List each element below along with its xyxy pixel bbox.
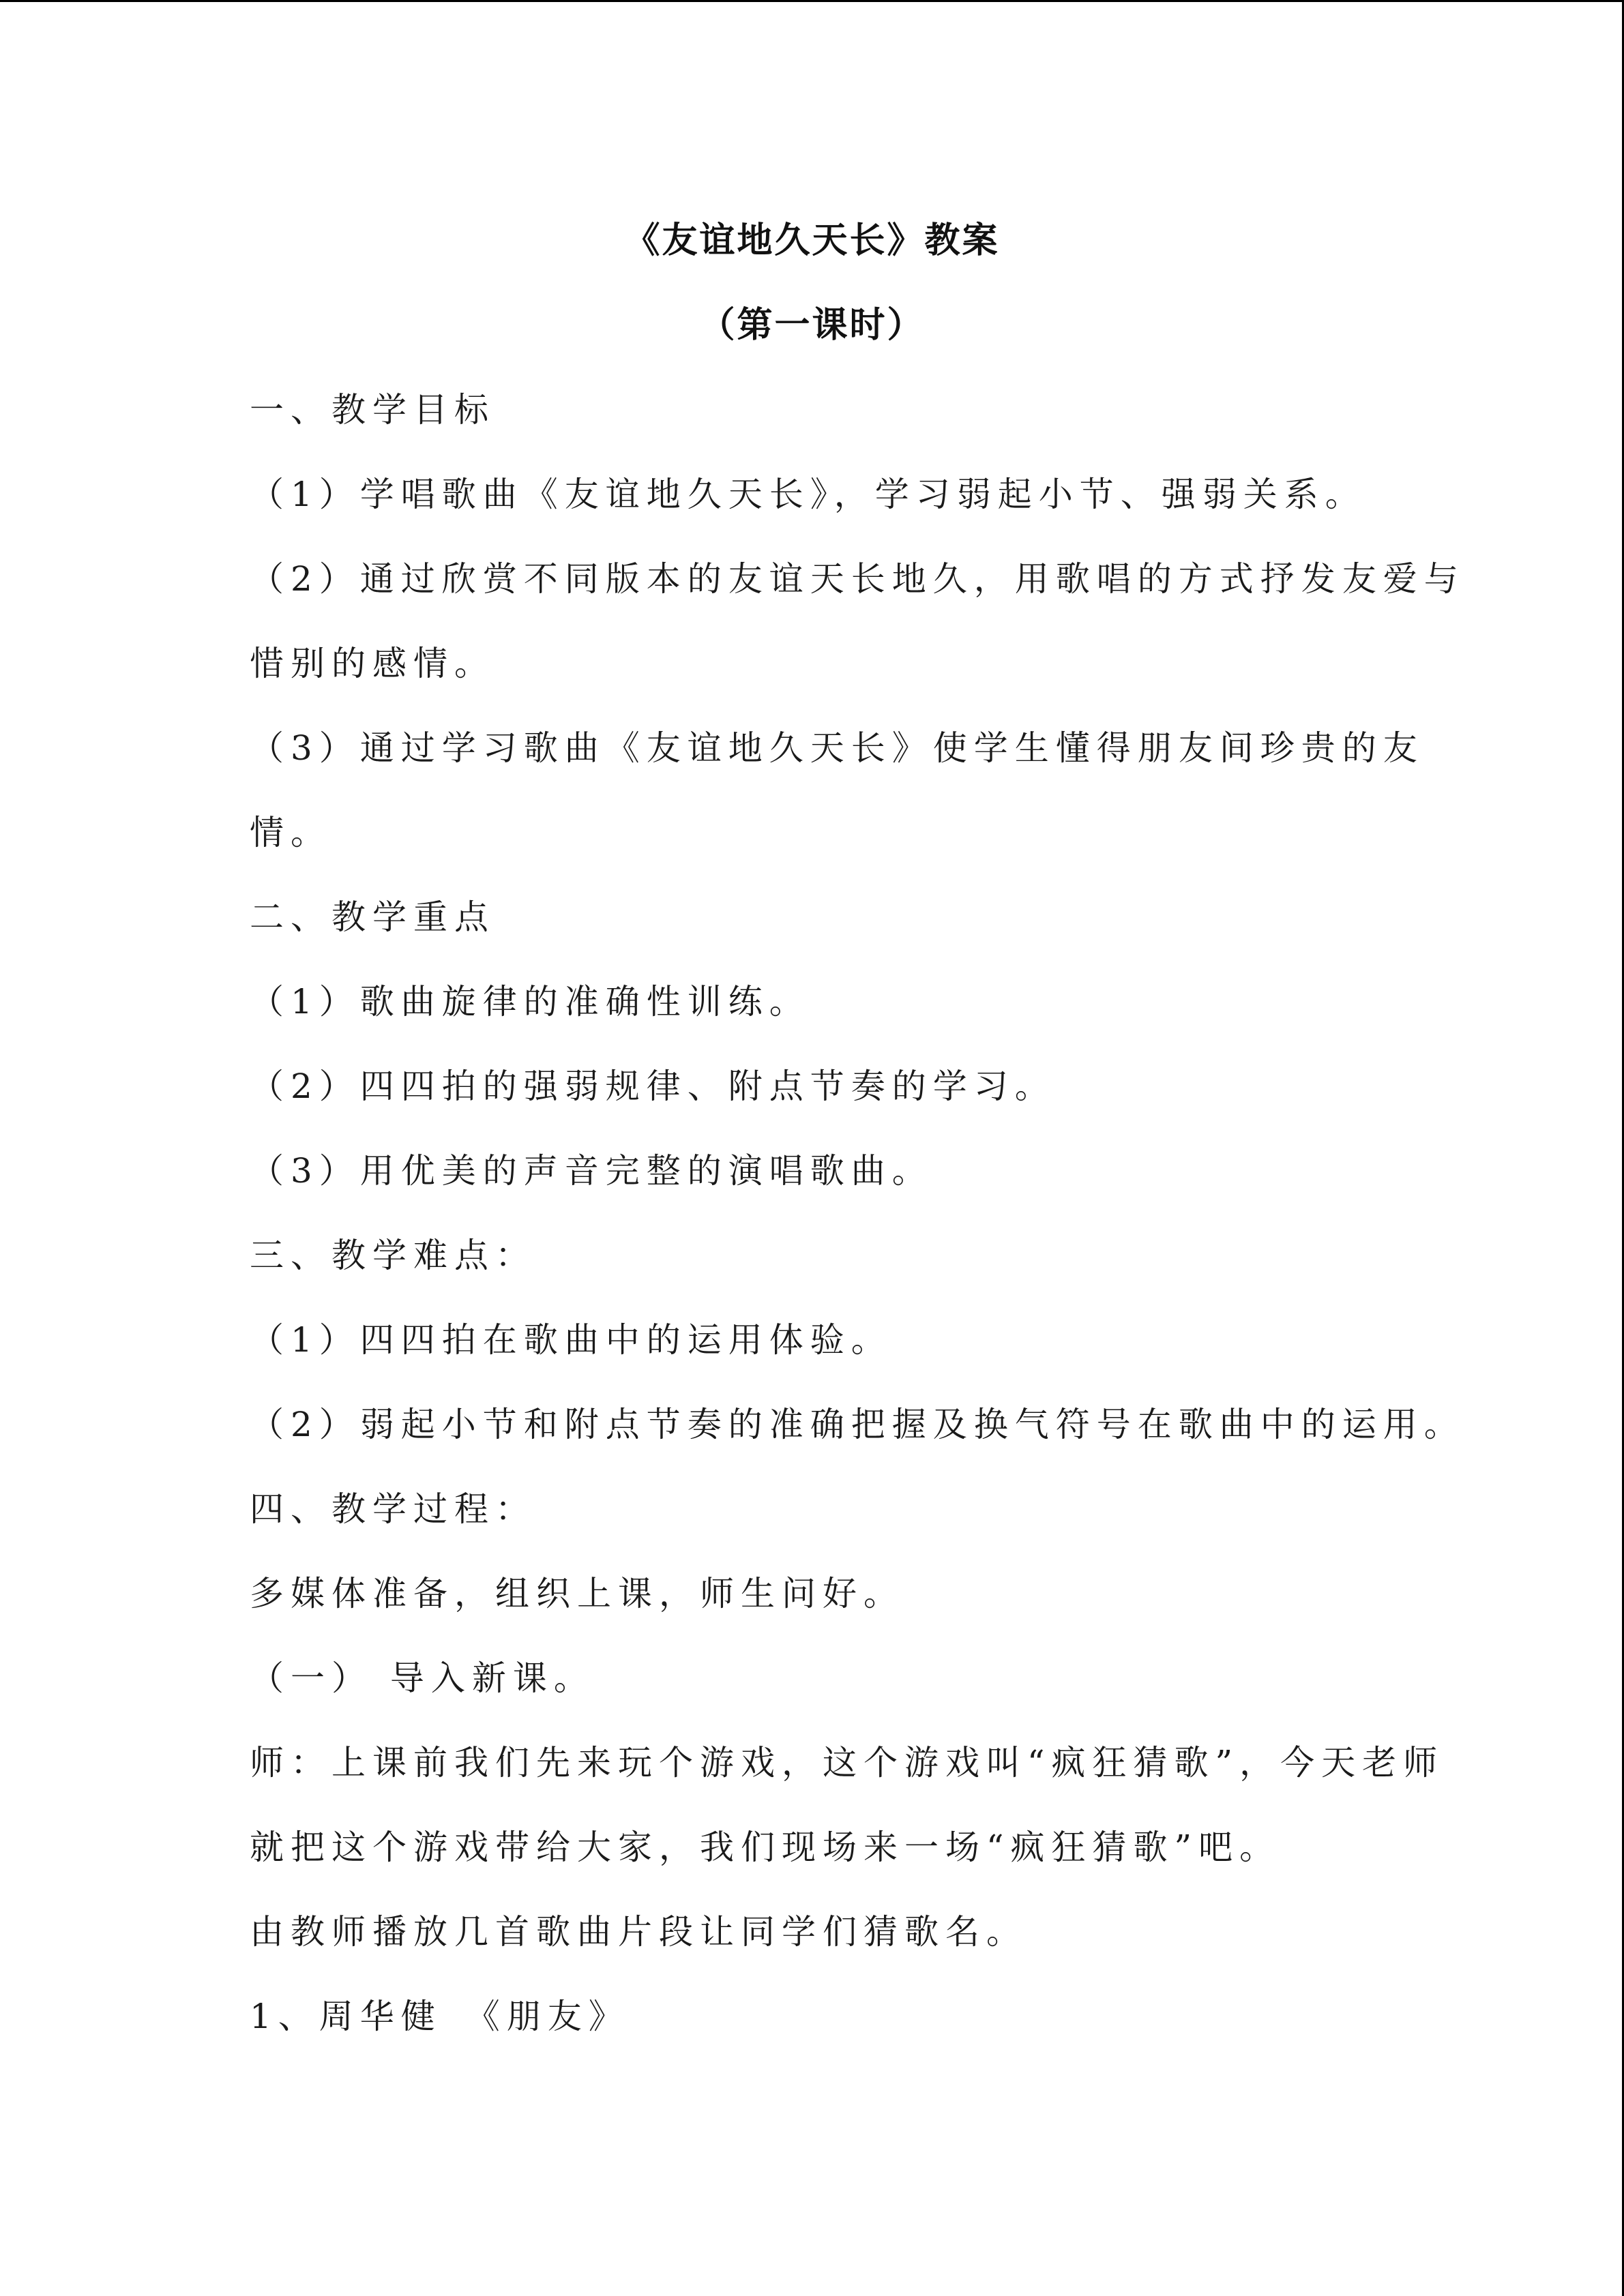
difficulty-2: （2）弱起小节和附点节奏的准确把握及换气符号在歌曲中的运用。: [250, 1405, 1465, 1444]
objective-3-continued: 情。: [250, 813, 331, 852]
section-heading-objectives: 一、教学目标: [250, 390, 495, 430]
objective-2-continued: 惜别的感情。: [250, 644, 495, 683]
activity-description: 由教师播放几首歌曲片段让同学们猜歌名。: [250, 1912, 1027, 1952]
key-point-1: （1）歌曲旋律的准确性训练。: [250, 982, 810, 1022]
document-subtitle: （第一课时）: [699, 305, 925, 346]
song-list-item: 1、周华健 《朋友》: [250, 1997, 630, 2036]
objective-1: （1）学唱歌曲《友谊地久天长》，学习弱起小节、强弱关系。: [250, 475, 1366, 514]
process-step-introduction: （一） 导入新课。: [250, 1658, 595, 1698]
difficulty-1: （1）四四拍在歌曲中的运用体验。: [250, 1320, 892, 1360]
key-point-2: （2）四四拍的强弱规律、附点节奏的学习。: [250, 1067, 1056, 1106]
teacher-dialogue: 师：上课前我们先来玩个游戏，这个游戏叫“疯狂猜歌”，今天老师: [250, 1743, 1445, 1783]
document-title: 《友谊地久天长》教案: [624, 220, 1000, 261]
section-heading-difficulties: 三、教学难点：: [250, 1236, 536, 1275]
objective-2: （2）通过欣赏不同版本的友谊天长地久，用歌唱的方式抒发友爱与: [250, 559, 1465, 599]
process-preparation: 多媒体准备，组织上课，师生问好。: [250, 1574, 904, 1613]
section-heading-process: 四、教学过程：: [250, 1489, 536, 1529]
key-point-3: （3）用优美的声音完整的演唱歌曲。: [250, 1151, 933, 1191]
teacher-dialogue-continued: 就把这个游戏带给大家，我们现场来一场“疯狂猜歌”吧。: [250, 1828, 1281, 1867]
section-heading-key-points: 二、教学重点: [250, 897, 495, 937]
objective-3: （3）通过学习歌曲《友谊地久天长》使学生懂得朋友间珍贵的友: [250, 728, 1424, 768]
